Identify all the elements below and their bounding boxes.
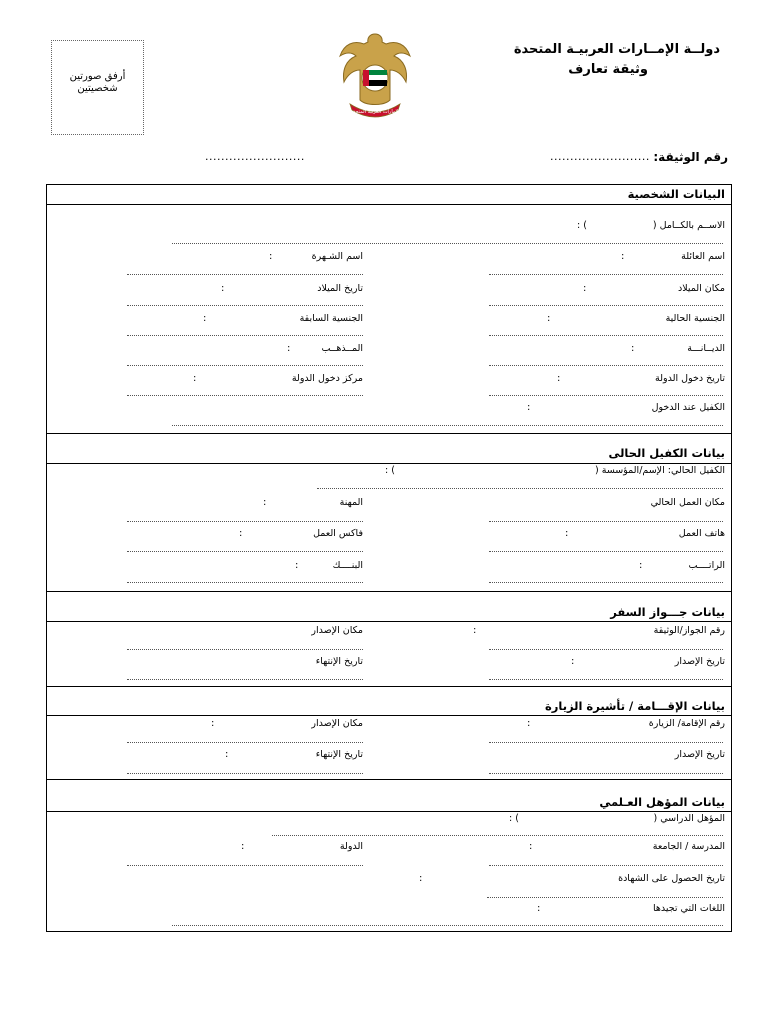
work-phone-field[interactable] — [489, 551, 723, 552]
colon: : — [571, 656, 575, 667]
religion-label: الديــانـــة — [687, 343, 725, 354]
colon: : — [583, 283, 587, 294]
colon: : — [631, 343, 635, 354]
profession-label: المهنة — [339, 497, 363, 508]
full-name-field[interactable] — [172, 243, 723, 244]
colon: : — [211, 718, 215, 729]
document-title: وثيقة تعارف — [568, 62, 648, 77]
work-phone-label: هاتف العمل — [678, 528, 725, 539]
birth-date-field[interactable] — [127, 305, 363, 306]
sponsor-at-entry-label: الكفيل عند الدخول — [651, 402, 725, 413]
colon: : — [639, 560, 643, 571]
emblem-ribbon-text: الإمارات العربية المتحدة — [350, 109, 400, 115]
entry-port-label: مركز دخول الدولة — [291, 373, 363, 384]
qualification-close: ) : — [509, 813, 519, 824]
residence-issue-place-label: مكان الإصدار — [311, 718, 363, 729]
residence-issue-date-label: تاريخ الإصدار — [674, 749, 725, 760]
previous-nationality-label: الجنسية السابقة — [299, 313, 363, 324]
work-fax-field[interactable] — [127, 551, 363, 552]
family-name-field[interactable] — [489, 274, 723, 275]
colon: : — [621, 251, 625, 262]
birth-date-label: تاريخ الميلاد — [317, 283, 363, 294]
full-name-close: ) : — [577, 220, 587, 231]
languages-label: اللغات التي تجيدها — [653, 903, 725, 914]
section-sponsor-title: بيانات الكفيل الحالى — [608, 446, 725, 460]
colon: : — [537, 903, 541, 914]
residence-number-field[interactable] — [489, 742, 723, 743]
colon: : — [263, 497, 267, 508]
colon: : — [547, 313, 551, 324]
section-education-title: بيانات المؤهل العـلمي — [599, 795, 725, 809]
family-name-label: اسم العائلة — [681, 251, 725, 262]
section-residence-title: بيانات الإقـــامة / تأشيرة الزيارة — [544, 699, 725, 713]
current-sponsor-field[interactable] — [317, 488, 723, 489]
divider — [47, 686, 731, 687]
colon: : — [287, 343, 291, 354]
sect-field[interactable] — [127, 365, 363, 366]
residence-number-label: رقم الإقامة/ الزيارة — [648, 718, 725, 729]
known-as-label: اسم الشـهرة — [311, 251, 363, 262]
current-sponsor-label: الكفيل الحالي: الإسم/المؤسسة ( — [595, 465, 725, 476]
colon: : — [241, 841, 245, 852]
photo-placeholder — [51, 40, 144, 135]
bank-field[interactable] — [127, 582, 363, 583]
languages-field[interactable] — [172, 925, 723, 926]
section-passport-title: بيانات جـــواز السفر — [610, 605, 725, 619]
current-sponsor-close: ) : — [385, 465, 395, 476]
divider — [47, 715, 731, 716]
work-fax-label: فاكس العمل — [313, 528, 363, 539]
colon: : — [295, 560, 299, 571]
residence-issue-place-field[interactable] — [127, 742, 363, 743]
colon: : — [193, 373, 197, 384]
passport-issue-date-field[interactable] — [489, 679, 723, 680]
workplace-field[interactable] — [489, 521, 723, 522]
colon: : — [527, 402, 531, 413]
entry-port-field[interactable] — [127, 395, 363, 396]
salary-label: الراتــــب — [688, 560, 725, 571]
qualification-label: المؤهل الدراسي ( — [653, 813, 725, 824]
doc-number-field-1[interactable]: ......................... — [550, 150, 650, 163]
doc-number-field-2[interactable]: ......................... — [205, 150, 305, 163]
sponsor-at-entry-field[interactable] — [172, 425, 723, 426]
salary-field[interactable] — [489, 582, 723, 583]
known-as-field[interactable] — [127, 274, 363, 275]
colon: : — [473, 625, 477, 636]
passport-issue-place-label: مكان الإصدار — [311, 625, 363, 636]
divider — [47, 591, 731, 592]
full-name-label: الاســم بالكــامل ( — [652, 220, 725, 231]
doc-number-label: رقم الوثيقة: — [653, 150, 728, 164]
colon: : — [529, 841, 533, 852]
previous-nationality-field[interactable] — [127, 335, 363, 336]
birth-place-label: مكان الميلاد — [677, 283, 725, 294]
profession-field[interactable] — [127, 521, 363, 522]
bank-label: البنــــك — [332, 560, 363, 571]
section-personal-title: البيانات الشخصية — [627, 187, 725, 201]
religion-field[interactable] — [489, 365, 723, 366]
passport-expiry-field[interactable] — [127, 679, 363, 680]
colon: : — [221, 283, 225, 294]
divider — [47, 779, 731, 780]
entry-date-label: تاريخ دخول الدولة — [655, 373, 725, 384]
divider — [47, 463, 731, 464]
school-field[interactable] — [489, 865, 723, 866]
cert-date-label: تاريخ الحصول على الشهادة — [618, 873, 725, 884]
divider — [47, 204, 731, 205]
form-container — [46, 184, 732, 932]
residence-expiry-field[interactable] — [127, 773, 363, 774]
school-label: المدرسة / الجامعة — [652, 841, 725, 852]
passport-number-label: رقم الجواز/الوثيقة — [653, 625, 725, 636]
country-title: دولــة الإمــارات العربيـة المتحدة — [513, 42, 720, 57]
cert-date-field[interactable] — [487, 897, 723, 898]
workplace-label: مكان العمل الحالي — [650, 497, 725, 508]
colon: : — [269, 251, 273, 262]
colon: : — [557, 373, 561, 384]
colon: : — [565, 528, 569, 539]
country-label: الدولة — [339, 841, 363, 852]
current-nationality-label: الجنسية الحالية — [665, 313, 725, 324]
country-field[interactable] — [127, 865, 363, 866]
divider — [47, 433, 731, 434]
entry-date-field[interactable] — [489, 395, 723, 396]
uae-emblem — [336, 30, 414, 118]
qualification-field[interactable] — [272, 835, 723, 836]
birth-place-field[interactable] — [489, 305, 723, 306]
colon: : — [203, 313, 207, 324]
passport-expiry-label: تاريخ الإنتهاء — [315, 656, 363, 667]
passport-issue-place-field[interactable] — [127, 649, 363, 650]
residence-expiry-label: تاريخ الإنتهاء — [315, 749, 363, 760]
passport-issue-date-label: تاريخ الإصدار — [674, 656, 725, 667]
colon: : — [419, 873, 423, 884]
colon: : — [527, 718, 531, 729]
passport-number-field[interactable] — [489, 649, 723, 650]
sect-label: المــذهــب — [321, 343, 363, 354]
divider — [47, 621, 731, 622]
colon: : — [239, 528, 243, 539]
divider — [47, 811, 731, 812]
colon: : — [225, 749, 229, 760]
photo-label: أرفق صورتين شخصيتين — [69, 71, 126, 94]
residence-issue-date-field[interactable] — [489, 773, 723, 774]
current-nationality-field[interactable] — [489, 335, 723, 336]
